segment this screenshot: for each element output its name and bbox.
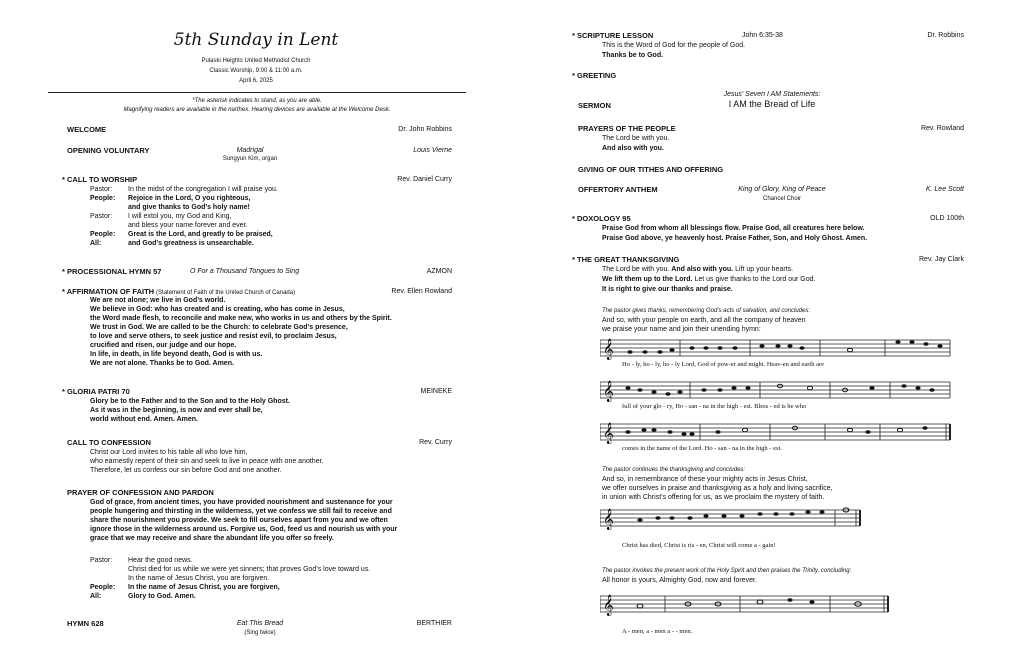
litany-role: People: <box>90 195 116 202</box>
confession-call-heading: CALL TO CONFESSION <box>67 438 151 447</box>
scripture-response: This is the Word of God for the people of God. <box>602 42 746 49</box>
thanksgiving-line3: It is right to give our thanks and praise. <box>602 286 733 293</box>
page-title: 5th Sunday in Lent <box>173 30 339 50</box>
giving-heading: GIVING OF OUR TITHES AND OFFERING <box>578 165 724 174</box>
hymn628-tune: BERTHIER <box>416 620 452 627</box>
processional-tune: AZMON <box>426 268 452 275</box>
sermon-series: Jesus' Seven I AM Statements: <box>723 91 821 98</box>
thanksgiving-heading: * THE GREAT THANKSGIVING <box>572 255 680 264</box>
litany-role: All: <box>90 240 102 247</box>
litany-text: Rejoice in the Lord, O you righteous, <box>128 195 251 202</box>
affirmation-leader: Rev. Ellen Rowland <box>391 288 452 295</box>
voluntary-heading: OPENING VOLUNTARY <box>67 146 150 155</box>
prayers-leader: Rev. Rowland <box>920 125 964 132</box>
music-system-3 <box>600 423 950 444</box>
hymn628-title: Eat This Bread <box>236 620 284 627</box>
accessibility-note: Magnifying readers are available in the narthex. Hearing devices are available at the Welcome Desk. <box>123 107 391 113</box>
music-system-1 <box>600 339 950 360</box>
service-date: April 6, 2025 <box>239 78 273 84</box>
music-system-2 <box>600 381 950 402</box>
acclamation-lyrics: Christ has died, Christ is ris - en, Christ will come a - gain! <box>622 542 776 549</box>
affirmation-source: (Statement of Faith of the United Church of Canada) <box>156 290 296 296</box>
confession-call-leader: Rev. Curry <box>419 439 452 446</box>
rubric-1: The pastor gives thanks, remembering God’s acts of salvation, and concludes: <box>602 308 810 314</box>
prayers-line1: The Lord be with you. <box>602 135 670 142</box>
treble-clef-icon: 𝄞 <box>603 423 614 444</box>
thanksgiving-line1: The Lord be with you. And also with you. Lift up your hearts. <box>602 266 794 273</box>
litany-text: Great is the Lord, and greatly to be praised, <box>128 231 273 238</box>
thanksgiving-p6: All honor is yours, Almighty God, now and forever. <box>602 577 757 584</box>
litany-text: and bless your name forever and ever. <box>128 222 248 229</box>
amen-music <box>600 590 890 620</box>
welcome-leader: Dr. John Robbins <box>398 126 452 133</box>
litany-text: In the midst of the congregation I will praise you. <box>128 186 278 193</box>
sermon-title: I AM the Bread of Life <box>728 99 816 109</box>
litany-text: and God’s greatness is unsearchable. <box>128 240 254 247</box>
service-times: Classic Worship, 9:00 & 11:00 a.m. <box>209 68 303 74</box>
offertory-composer: K. Lee Scott <box>925 186 964 193</box>
welcome-heading: WELCOME <box>67 125 107 134</box>
litany-text: I will extol you, my God and King, <box>128 213 232 220</box>
church-name: Pulaski Heights United Methodist Church <box>201 58 311 64</box>
doxology-heading: * DOXOLOGY 95 <box>572 214 631 223</box>
offertory-performer: Chancel Choir <box>762 196 802 202</box>
treble-clef-icon: 𝄞 <box>603 339 614 360</box>
thanksgiving-p3: And so, in remembrance of these your mighty acts in Jesus Christ, <box>602 476 808 483</box>
sermon-heading: SERMON <box>578 101 611 110</box>
pardon-litany: Pastor: Hear the good news. Christ died for us while we were yet sinners; that proves God’s love toward us. In the name of Jesus Christ, you are forgiven. People: In the name of Jesus Christ, you are forgiven, All: Glory to God. Amen. <box>90 557 371 600</box>
scripture-response-people: Thanks be to God. <box>602 52 664 59</box>
thanksgiving-p5: in union with Christ’s offering for us, as we proclaim the mystery of faith. <box>602 494 825 501</box>
scripture-heading: * SCRIPTURE LESSON <box>572 31 654 40</box>
greeting-heading: * GREETING <box>572 71 617 80</box>
rubric-3: The pastor invokes the present work of the Holy Spirit and then praises the Trinity, concluding: <box>602 568 852 574</box>
processional-heading: * PROCESSIONAL HYMN 57 <box>62 267 162 276</box>
hymn628-heading: HYMN 628 <box>67 619 104 628</box>
prayers-line2: And also with you. <box>602 145 664 152</box>
litany-role: Pastor: <box>90 213 113 220</box>
scripture-reader: Dr. Robbins <box>927 32 964 39</box>
call-heading: * CALL TO WORSHIP <box>62 175 138 184</box>
treble-clef-icon: 𝄞 <box>603 595 614 616</box>
sanctus-lyrics-2: full of your glo - ry, Ho - san - na in the high - est. Bless - ed is he who <box>622 403 807 410</box>
offertory-heading: OFFERTORY ANTHEM <box>578 185 658 194</box>
thanksgiving-line2: We lift them up to the Lord. Let us give thanks to the Lord our God. <box>602 276 816 283</box>
treble-clef-icon: 𝄞 <box>603 381 614 402</box>
gloria-tune: MEINEKE <box>420 388 452 395</box>
affirmation-text: We are not alone; we live in God’s world. We believe in God: who has created and is creating, who has come in Jesus, the Word made flesh, to reconcile and make new, who works in us and others by the Spirit. We trust in God. We are called to be the Church: to celebrate God’s presence, to love and serve others, to seek justice and resist evil, to proclaim Jesus, crucified and risen, our judge and our hope. In life, in death, in life beyond death, God is with us. We are not alone. Thanks be to God. Amen. <box>90 297 392 367</box>
confession-call-text: Christ our Lord invites to his table all who love him, who earnestly repent of their sin and seek to live in peace with one another. Therefore, let us confess our sin before God and one another. <box>90 449 324 474</box>
hymn628-note: (Sing twice) <box>244 630 276 636</box>
processional-title: O For a Thousand Tongues to Sing <box>190 268 300 275</box>
call-litany <box>90 185 278 248</box>
amen-lyrics: A - men, a - men a - - men. <box>622 628 693 635</box>
litany-role: Pastor: <box>90 186 113 193</box>
header-rule <box>48 92 466 93</box>
thanksgiving-p4: we offer ourselves in praise and thanksgiving as a holy and living sacrifice, <box>602 485 833 492</box>
offertory-title: King of Glory, King of Peace <box>738 186 826 193</box>
gloria-heading: * GLORIA PATRI 70 <box>62 387 130 396</box>
doxology-line2: Praise God above, ye heavenly host. Praise Father, Son, and Holy Ghost. Amen. <box>602 235 868 242</box>
thanksgiving-leader: Rev. Jay Clark <box>919 256 964 263</box>
sanctus-lyrics-1: Ho - ly, ho - ly, ho - ly Lord, God of pow-er and might. Heav-en and earth are <box>622 361 825 368</box>
voluntary-performer: Sungyun Kim, organ <box>222 156 278 162</box>
prayers-heading: PRAYERS OF THE PEOPLE <box>578 124 676 133</box>
doxology-line1: Praise God from whom all blessings flow. Praise God, all creatures here below. <box>602 225 865 232</box>
voluntary-title: Madrigal <box>236 147 264 154</box>
prayer-confession-text: God of grace, from ancient times, you have provided nourishment and sustenance for your people hungering and thirsting in the wilderness, yet we confess we still fail to receive and share the nourishment you provide. We seek to fill ourselves apart from you and we often ignore those in the wilderness around us. Forgive us, God, feed us and nourish us with your grace that we may receive and share the abundant life you offer so freely. <box>90 499 398 542</box>
acclamation-music <box>600 504 862 534</box>
litany-role: People: <box>90 231 116 238</box>
voluntary-composer: Louis Vierne <box>413 147 452 154</box>
doxology-tune: OLD 100th <box>930 215 964 222</box>
prayer-confession-heading: PRAYER OF CONFESSION AND PARDON <box>67 488 214 497</box>
call-leader: Rev. Daniel Curry <box>397 176 452 183</box>
right-page <box>512 0 1024 663</box>
treble-clef-icon: 𝄞 <box>603 509 614 530</box>
thanksgiving-p1: And so, with your people on earth, and all the company of heaven <box>602 317 806 324</box>
affirmation-label: * AFFIRMATION OF FAITH <box>62 287 155 296</box>
gloria-text: Glory be to the Father and to the Son and to the Holy Ghost. As it was in the beginning, is now and ever shall be, world without end. Amen. Amen. <box>90 398 290 423</box>
litany-text: and give thanks to God’s holy name! <box>128 204 250 211</box>
thanksgiving-p2: we praise your name and join their unending hymn: <box>602 326 761 333</box>
rubric-2: The pastor continues the thanksgiving and concludes: <box>602 467 746 473</box>
standing-note: *The asterisk indicates to stand, as you are able. <box>192 98 322 104</box>
sanctus-lyrics-3: comes in the name of the Lord. Ho - san - na in the high - est. <box>622 445 782 452</box>
scripture-reference: John 6:35-38 <box>742 32 783 39</box>
